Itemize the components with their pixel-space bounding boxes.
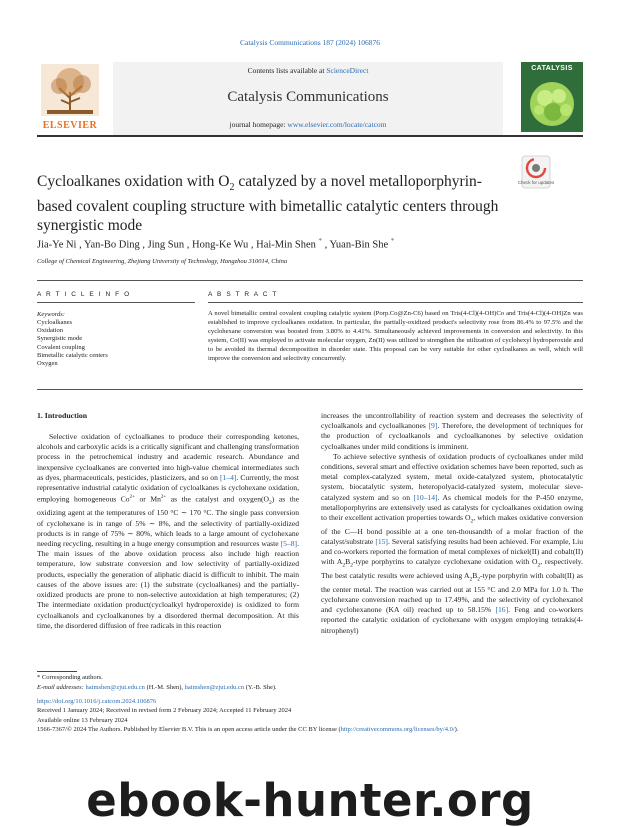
contents-prefix: Contents lists available at (247, 66, 325, 75)
masthead-center-panel (113, 62, 503, 135)
cover-image (521, 74, 583, 132)
keyword-item: Bimetallic catalytic centers (37, 351, 108, 359)
corresponding-note: * Corresponding authors. (37, 674, 103, 681)
journal-masthead (37, 62, 583, 137)
body-paragraph: To achieve selective synthesis of oxidation products of cycloalkanes under mild conditions, several smart and effective oxidation schemes have been reported, such as metal complex-catalyzed system, metal oxide-catalyzed system, photocatalytic system, biocatalytic system, heteropolyacid-catalyzed system, molecular sieve-catalyzed system and so on [10–14]. As chemical models for the P-450 enzyme, metalloporphyrins are extensively used as catalysts for cycloalkanes oxidation owing to their excellent activation properties towards $O_2$, which makes oxidative conversion of the C—H bond possible at a one ten-thousandth of a molar fraction of the catalyst/substrate [15]. Several satisfying results had been achieved. For example, Liu and co-workers reported the formation of metal complexes of nickel(II) and cobalt(II) with $A_2B_2$-type porphyrins to catalyze cyclohexane oxidation with $O_2$, respectively. The best catalytic results were achieved using $A_2B_2$-type porphyrin with cobalt(II) as the center metal. The reaction was carried out at 155 °C and 2.0 MPa for 1.0 h. The cyclohexane conversion reached up to 17.49%, and the selectivity of cyclohexanol and cyclohexanone (KA oil) reached up to 58.15% [16]. Feng and co-workers reported the catalytic oxidation of cyclohexane with oxygen employing tetrakis(4-nitrophenyl) (321, 451, 584, 635)
section-heading: 1. Introduction (37, 411, 88, 420)
email-label: E-mail addresses: (37, 683, 84, 691)
email-line: E-mail addresses: haimshen@zjut.edu.cn (H.-M. Shen), haimshen@zjut.edu.cn (Y.-B. She). (37, 683, 277, 691)
keyword-list (37, 319, 108, 368)
contents-line (113, 66, 503, 75)
title-part-2: catalyzed by a novel metalloporphyrin-based covalent coupling structure with bimetallic catalytic centers through synergistic mode (37, 173, 499, 235)
article-history (37, 697, 583, 735)
journal-reference[interactable]: Catalysis Communications 187 (2024) 106876 (240, 38, 380, 47)
doi-link[interactable]: https://doi.org/10.1016/j.catcom.2024.106876 (37, 698, 157, 705)
license-link[interactable]: http://creativecommons.org/licenses/by/4.0/ (340, 726, 455, 734)
abstract-heading: A B S T R A C T (208, 291, 278, 298)
citation-link[interactable]: [10–14] (413, 492, 438, 502)
divider (37, 389, 583, 390)
divider (37, 302, 195, 303)
authors-last: , Yuan-Bin She (324, 239, 389, 251)
homepage-line (113, 120, 503, 129)
sciencedirect-link[interactable]: ScienceDirect (326, 66, 369, 75)
affiliation: College of Chemical Engineering, Zhejiang University of Technology, Hangzhou 310014, China (37, 258, 288, 265)
journal-cover-thumbnail[interactable] (521, 62, 583, 132)
abstract-text: A novel bimetallic central covalent coupling catalytic system (Porp.Co@Zn-C6) based on Tris(4-Cl)(4-OH)Co and Tris(4-Cl)(4-OH)Zn was established to improve cycloalkanes oxidation. In particular, the partially-oxidized product's selectivity rose from 86.4% to 97.5% and the cyclohexane conversion was boosted from 3.80% to 4.41%. Simultaneously achieved improvements in conversion and selectivity. In this system, Co(II) was employed to activate molecular oxygen, Zn(II) was utilized to strengthen the utilization of cyclohexyl hydroperoxide and to be avoided its thermal decomposition in disorder state. This proposal can be very suitable for other cycloalkanes as well, which will improve the conversion and selectivity concurrently. (208, 310, 583, 362)
keyword-item: Covalent coupling (37, 343, 85, 351)
keyword-item: Oxygen (37, 360, 58, 368)
authors-main: Jia-Ye Ni , Yan-Bo Ding , Jing Sun , Hong-Ke Wu , Hai-Min Shen (37, 239, 316, 251)
keyword-item: Oxidation (37, 327, 63, 335)
cover-title: CATALYSIS (531, 65, 573, 72)
title-subscript: 2 (229, 182, 235, 194)
citation-link[interactable]: [5–8] (280, 539, 298, 549)
homepage-prefix: journal homepage: (229, 120, 286, 129)
publisher-name: ELSEVIER (42, 120, 98, 131)
corresponding-star[interactable]: * (390, 237, 395, 245)
available-online: Available online 13 February 2024 (37, 716, 128, 724)
citation-link[interactable]: [15] (375, 536, 388, 546)
footnote (37, 673, 277, 692)
title-part-1: Cycloalkanes oxidation with O (37, 173, 230, 190)
journal-title: Catalysis Communications (227, 89, 389, 105)
citation-link[interactable]: [16] (495, 605, 509, 615)
email-link[interactable]: haimshen@zjut.edu.cn (85, 683, 145, 691)
license-line: 1566-7367/© 2024 The Authors. Published by Elsevier B.V. This is an open access article under the CC BY license (http://creativecommons.org/licenses/by/4.0/). (37, 726, 459, 734)
keywords-label: Keywords: (37, 311, 65, 318)
received-dates: Received 1 January 2024; Received in revised form 2 February 2024; Accepted 11 February 2024 (37, 707, 292, 715)
keyword-item: Cycloalkanes (37, 319, 73, 326)
email-link[interactable]: haimshen@zjut.edu.cn (184, 683, 245, 691)
body-column-left (37, 432, 299, 631)
paper-title (37, 172, 507, 235)
keyword-item: Synergistic mode (37, 335, 83, 343)
watermark-text: ebook-hunter.org (86, 774, 534, 827)
check-for-updates-label: Check for updates (517, 180, 555, 185)
citation-link[interactable]: [1–4] (219, 472, 237, 482)
body-column-right (321, 411, 583, 636)
footnote-divider (37, 671, 77, 672)
divider (37, 280, 583, 281)
article-info-heading: A R T I C L E I N F O (37, 291, 131, 298)
body-paragraph: increases the uncontrollability of reaction system and decreases the selectivity of cycloalkanols and cycloalkanones [9]. Therefore, the development of techniques for the production of cycloalkanols and cycloalkanones by selective oxidation cycloalkanes under mild conditions is imminent. (321, 411, 583, 451)
homepage-link[interactable]: www.elsevier.com/locate/catcom (287, 120, 387, 129)
corresponding-star[interactable]: * (318, 237, 323, 245)
divider (208, 302, 583, 303)
citation-link[interactable]: [9] (428, 421, 438, 431)
body-paragraph: Selective oxidation of cycloalkanes to produce their corresponding ketones, alcohols and carboxylic acids is a critically significant and challenging transformation process in the petrochemical industry and academic research. Abundance and inexpensive cycloalkanes are converted into high-value chemical intermediates such as dyes, pharmaceuticals, pesticides, plasticizers, and so on [1–4]. Currently, the most representative industrial catalytic oxidation of cycloalkanes is cyclohexane oxidation, employing homogeneous $Co^{2+}$ or $Mn^{2+}$ as the catalyst and $oxygen(O_2)$ as the oxidizing agent at the temperatures of 150 °C ∼ 170 °C. The single pass conversion of cyclohexane is in range of 5% ∼ 8%, and the selectivity of partially-oxidized products is in range of 75% ∼ 80%, which leads to a large amount of cyclohexane needing recycling, resulting in a huge energy consumption and resources waste [5–8]. The main issues of the above oxidation process also include high reaction temperature, low substrate conversion and low selectivity of partially-oxidized products, especially the generation of aliphatic diacid is difficult to inhibit. The main causes of the above issues are: (1) the substrate (cycloalkanes) and the partially-oxidized products are prone to non-selective autoxidation at high temperatures; (2) The intermediate oxidation product(cycloalkyl hydroperoxide) is oxidized to form cycloalkanols and cycloalkanones by a disordered thermal decomposition. At this time, the disordered diffusion of free radicals in this reaction (37, 432, 300, 630)
author-list (37, 237, 394, 251)
